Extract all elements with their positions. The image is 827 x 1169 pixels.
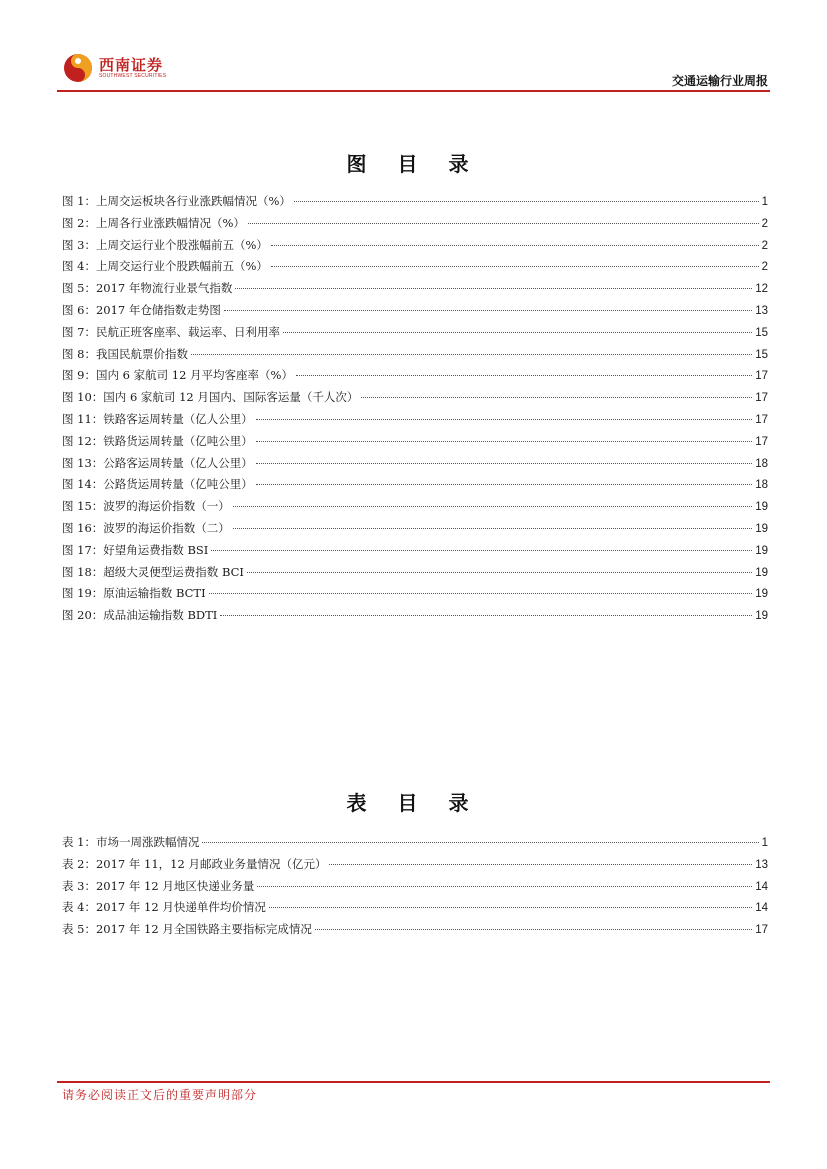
toc-entry-label: 图 7：民航正班客座率、载运率、日利用率 — [62, 324, 280, 339]
toc-entry-label: 图 12：铁路货运周转量（亿吨公里） — [62, 433, 253, 448]
toc-leader-dots — [271, 245, 759, 246]
toc-entry-label: 图 6：2017 年仓储指数走势图 — [62, 302, 221, 317]
toc-entry-label: 图 1：上周交运板块各行业涨跌幅情况（%） — [62, 194, 291, 208]
footer-disclaimer: 请务必阅读正文后的重要声明部分 — [62, 1088, 258, 1102]
toc-entry-page: 2 — [761, 217, 768, 230]
southwest-securities-logo-icon — [63, 53, 93, 83]
toc-leader-dots — [191, 354, 752, 355]
toc-leader-dots — [256, 484, 752, 485]
toc-leader-dots — [202, 842, 758, 843]
toc-leader-dots — [329, 864, 752, 865]
toc-entry-label: 图 14：公路货运周转量（亿吨公里） — [62, 477, 253, 492]
tables-toc-list — [62, 832, 768, 941]
toc-leader-dots — [283, 332, 752, 333]
toc-entry[interactable] — [62, 191, 768, 213]
toc-entry-page: 14 — [755, 902, 768, 915]
toc-entry-page: 1 — [761, 196, 768, 208]
tables-toc-title: 表 目 录 — [346, 791, 481, 815]
toc-leader-dots — [256, 419, 752, 420]
toc-entry-page: 2 — [761, 239, 768, 252]
toc-entry-label: 表 3：2017 年 12 月地区快递业务量 — [62, 878, 255, 893]
toc-entry[interactable] — [62, 562, 768, 584]
toc-leader-dots — [296, 375, 752, 376]
toc-entry-label: 图 2：上周各行业涨跌幅情况（%） — [62, 215, 245, 230]
toc-leader-dots — [211, 550, 752, 551]
toc-entry-page: 18 — [755, 457, 768, 470]
toc-entry[interactable] — [62, 854, 768, 876]
toc-entry-label: 图 3：上周交运行业个股涨幅前五（%） — [62, 237, 268, 252]
figures-toc-title: 图 目 录 — [346, 152, 481, 176]
toc-entry-label: 图 17：好望角运费指数 BSI — [62, 542, 209, 557]
toc-entry-page: 2 — [761, 261, 768, 274]
toc-entry[interactable] — [62, 474, 768, 496]
toc-entry-label: 表 4：2017 年 12 月快递单件均价情况 — [62, 900, 266, 915]
toc-entry-label: 图 19：原油运输指数 BCTI — [62, 586, 206, 601]
toc-entry-label: 图 10：国内 6 家航司 12 月国内、国际客运量（千人次） — [62, 390, 359, 405]
toc-entry-label: 表 2：2017 年 11，12 月邮政业务量情况（亿元） — [62, 856, 327, 871]
toc-leader-dots — [294, 201, 759, 202]
toc-leader-dots — [315, 929, 752, 930]
logo-chinese-name: 西南证券 — [99, 55, 164, 74]
toc-entry-label: 图 13：公路客运周转量（亿人公里） — [62, 455, 253, 470]
footer-divider — [57, 1081, 770, 1083]
toc-entry[interactable] — [62, 256, 768, 278]
toc-entry-label: 图 5：2017 年物流行业景气指数 — [62, 281, 233, 296]
toc-entry-label: 图 8：我国民航票价指数 — [62, 346, 188, 361]
toc-entry-label: 图 4：上周交运行业个股跌幅前五（%） — [62, 259, 268, 274]
toc-entry[interactable] — [62, 518, 768, 540]
toc-leader-dots — [256, 441, 752, 442]
toc-entry-page: 19 — [755, 522, 768, 535]
toc-leader-dots — [247, 572, 752, 573]
toc-leader-dots — [209, 593, 753, 594]
toc-entry[interactable] — [62, 213, 768, 235]
toc-entry-page: 14 — [755, 880, 768, 893]
toc-entry-label: 图 11：铁路客运周转量（亿人公里） — [62, 411, 253, 426]
toc-leader-dots — [233, 506, 752, 507]
toc-entry-label: 图 18：超级大灵便型运费指数 BCI — [62, 564, 244, 579]
toc-entry-label: 图 20：成品油运输指数 BDTI — [62, 608, 218, 623]
toc-entry-page: 15 — [755, 348, 768, 361]
toc-entry[interactable] — [62, 387, 768, 409]
toc-entry-page: 13 — [755, 858, 768, 871]
toc-entry[interactable] — [62, 431, 768, 453]
toc-entry-page: 17 — [755, 392, 768, 405]
toc-entry-page: 19 — [755, 610, 768, 623]
toc-entry[interactable] — [62, 897, 768, 919]
toc-entry-page: 18 — [755, 479, 768, 492]
toc-leader-dots — [220, 615, 752, 616]
toc-leader-dots — [269, 907, 752, 908]
toc-entry[interactable] — [62, 344, 768, 366]
toc-leader-dots — [361, 397, 752, 398]
toc-entry[interactable] — [62, 540, 768, 562]
header-divider — [57, 90, 770, 92]
toc-entry-page: 15 — [755, 326, 768, 339]
toc-entry-label: 图 9：国内 6 家航司 12 月平均客座率（%） — [62, 368, 293, 383]
toc-entry-page: 12 — [755, 283, 768, 296]
toc-leader-dots — [224, 310, 752, 311]
toc-entry-page: 19 — [755, 566, 768, 579]
logo-english-name: SOUTHWEST SECURITIES — [99, 72, 167, 79]
toc-entry[interactable] — [62, 605, 768, 627]
toc-entry[interactable] — [62, 409, 768, 431]
toc-entry-label: 表 5：2017 年 12 月全国铁路主要指标完成情况 — [62, 922, 312, 937]
toc-entry-label: 图 15：波罗的海运价指数（一） — [62, 499, 230, 514]
toc-entry[interactable] — [62, 832, 768, 854]
toc-leader-dots — [248, 223, 759, 224]
toc-leader-dots — [271, 266, 759, 267]
toc-entry[interactable] — [62, 235, 768, 257]
toc-entry[interactable] — [62, 919, 768, 941]
toc-leader-dots — [235, 288, 752, 289]
toc-leader-dots — [233, 528, 752, 529]
toc-entry[interactable] — [62, 583, 768, 605]
toc-entry[interactable] — [62, 365, 768, 387]
toc-entry-page: 13 — [755, 304, 768, 317]
toc-entry-page: 19 — [755, 544, 768, 557]
toc-entry[interactable] — [62, 496, 768, 518]
toc-entry[interactable] — [62, 322, 768, 344]
toc-entry[interactable] — [62, 876, 768, 898]
toc-entry-label: 表 1：市场一周涨跌幅情况 — [62, 835, 200, 849]
toc-entry-page: 17 — [755, 435, 768, 448]
toc-entry[interactable] — [62, 300, 768, 322]
toc-entry-page: 1 — [761, 837, 768, 849]
report-type-title: 交通运输行业周报 — [671, 74, 768, 88]
toc-leader-dots — [256, 463, 752, 464]
toc-entry-label: 图 16：波罗的海运价指数（二） — [62, 520, 230, 535]
company-logo — [63, 50, 166, 86]
toc-entry-page: 19 — [755, 588, 768, 601]
figures-toc-list — [62, 191, 768, 627]
toc-entry-page: 17 — [755, 413, 768, 426]
toc-entry-page: 17 — [755, 370, 768, 383]
toc-entry[interactable] — [62, 278, 768, 300]
toc-entry[interactable] — [62, 453, 768, 475]
page-header — [57, 48, 770, 92]
toc-entry-page: 17 — [755, 924, 768, 937]
toc-entry-page: 19 — [755, 501, 768, 514]
toc-leader-dots — [257, 886, 752, 887]
